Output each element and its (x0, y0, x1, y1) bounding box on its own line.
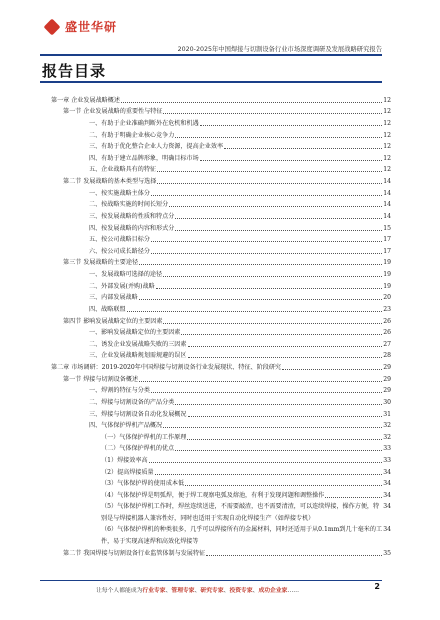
toc-entry-text: （5）气体保护焊机工作时，焊丝连续送进，不需要敲渣，也不需要清渣，可以连续焊接，操作方便，特别是与焊接机器人兼容性好，同时也适用于实现自动化焊接生产（如焊接专机） (101, 502, 380, 522)
toc-leader-dots (169, 206, 382, 207)
toc-entry-text: 二、焊接与切割设备的产品分类 (89, 398, 175, 406)
report-title: 2020-2025年中国焊接与切割设备行业市场深度调研及发展战略研究报告 (177, 46, 382, 53)
toc-page-number: 29 (383, 387, 391, 395)
toc-entry[interactable] (45, 501, 391, 524)
toc-entry[interactable] (45, 175, 391, 187)
toc-page-number: 26 (383, 329, 391, 337)
toc-entry[interactable] (45, 141, 391, 153)
toc-page-number: 29 (383, 375, 391, 383)
toc-entry-text: 二、诱发企业发展战略失败的三因素 (89, 340, 187, 348)
footer-prefix: 让每个人都能成为 (96, 588, 143, 594)
toc-leader-dots (163, 427, 382, 428)
footer-highlight: 管理专家 (171, 588, 195, 594)
toc-page-number: 12 (383, 154, 391, 162)
toc-leader-dots (224, 148, 382, 149)
toc-page-number: 12 (383, 131, 391, 139)
toc-leader-dots (200, 160, 383, 161)
toc-leader-dots (163, 276, 382, 277)
toc-entry[interactable] (45, 292, 391, 304)
toc-entry-text: 第二章 市场调研：2019-2020年中国焊接与切割设备行业发展现状、特征、阶段研究 (51, 364, 282, 371)
toc-entry[interactable] (45, 408, 391, 420)
footer-slogan (96, 585, 299, 594)
toc-entry-text: 一、焊割的特征与分类 (89, 387, 150, 395)
footer-suffix: …… (287, 588, 300, 594)
toc-entry-text: 四、按发展战略的内容和形式分 (89, 224, 175, 232)
toc-leader-dots (121, 102, 382, 103)
toc-entry-text: 四、有助于建立品牌形象，明确目标市场 (89, 154, 199, 162)
logo-heart-icon (44, 19, 62, 35)
toc-page-number: 12 (383, 166, 391, 174)
toc-page-number: 31 (383, 410, 391, 418)
toc-page-number: 14 (383, 212, 391, 220)
toc-entry[interactable] (45, 152, 391, 164)
footer-highlight: 行业专家 (142, 588, 166, 594)
toc-entry-text: 一、发展战略可选择的途径 (89, 271, 163, 278)
toc-page-number: 29 (383, 364, 391, 371)
toc-page-number: 34 (383, 526, 391, 534)
toc-entry[interactable] (45, 315, 391, 327)
table-of-contents (45, 94, 391, 559)
toc-entry-text: 四、气体保护焊机产品概况 (89, 422, 163, 430)
toc-leader-dots (206, 555, 382, 556)
toc-page-number: 33 (383, 445, 391, 453)
toc-leader-dots (151, 195, 382, 196)
toc-leader-dots (282, 369, 382, 370)
footer-highlight: 成功企业家 (258, 588, 288, 594)
toc-entry[interactable] (45, 280, 391, 292)
footer-separator: 、 (252, 588, 259, 594)
toc-leader-dots (175, 230, 382, 231)
toc-leader-dots (175, 450, 382, 451)
toc-leader-dots (151, 241, 382, 242)
toc-leader-dots (188, 346, 383, 347)
toc-entry-text: 第三节 发展战略的主要途径 (63, 259, 139, 267)
toc-leader-dots (175, 137, 382, 138)
toc-leader-dots (151, 253, 382, 254)
toc-leader-dots (155, 474, 383, 475)
toc-entry[interactable] (45, 234, 391, 246)
toc-entry-text: 六、按公司成长路径分 (89, 247, 150, 255)
toc-entry-text: 第一节 企业发展战略的重要性与特征 (63, 108, 163, 116)
toc-page-number: 34 (383, 480, 391, 488)
toc-entry-text: 三、企业发展战略规划需规避的误区 (89, 352, 187, 360)
company-logo (44, 18, 117, 35)
toc-page-number: 12 (383, 108, 391, 116)
toc-heading-divider (40, 81, 382, 83)
toc-entry-text: 第一章 企业发展战略概述 (51, 96, 120, 104)
toc-page-number: 19 (383, 282, 391, 290)
toc-leader-dots (175, 404, 382, 405)
footer-separator: 、 (223, 588, 230, 594)
toc-page-number: 15 (383, 224, 391, 232)
toc-entry[interactable] (45, 466, 391, 478)
toc-entry-text: 五、企业战略具有的特征 (89, 166, 157, 174)
toc-page-number: 23 (383, 305, 391, 313)
toc-entry[interactable] (45, 350, 391, 362)
toc-entry[interactable] (45, 454, 391, 466)
toc-entry[interactable] (45, 489, 391, 501)
page-number: 2 (374, 582, 380, 591)
toc-leader-dots (188, 357, 383, 358)
toc-leader-dots (157, 171, 382, 172)
toc-entry[interactable] (45, 443, 391, 455)
toc-leader-dots (325, 497, 382, 498)
toc-entry-text: （2）提高焊接质量 (101, 468, 154, 476)
toc-leader-dots (127, 311, 383, 312)
toc-page-number: 28 (383, 352, 391, 360)
toc-page-number: 34 (383, 491, 391, 499)
footer-highlight: 研究专家 (200, 588, 224, 594)
toc-page-number: 32 (383, 433, 391, 441)
toc-page-number: 34 (383, 468, 391, 476)
toc-entry[interactable] (45, 431, 391, 443)
toc-leader-dots (156, 288, 383, 289)
footer-divider (40, 580, 382, 581)
toc-leader-dots (185, 485, 382, 486)
toc-page-number: 30 (383, 398, 391, 406)
toc-entry-text: 二、按战略实施的时间长短分 (89, 201, 169, 209)
toc-page-number: 27 (383, 340, 391, 348)
toc-entry[interactable] (45, 385, 391, 397)
toc-leader-dots (175, 218, 382, 219)
toc-page-number: 19 (383, 259, 391, 267)
toc-entry[interactable] (45, 164, 391, 176)
toc-entry[interactable] (45, 222, 391, 234)
toc-entry-text: 三、按发展战略的性质和特点分 (89, 212, 175, 220)
toc-entry[interactable] (45, 338, 391, 350)
toc-entry[interactable] (45, 129, 391, 141)
toc-entry-text: 四、战略联盟 (89, 305, 126, 313)
toc-page-number: 35 (383, 550, 391, 558)
toc-entry-text: 一、影响发展战略定位的主要因素 (89, 329, 181, 337)
toc-entry[interactable] (45, 478, 391, 490)
toc-leader-dots (139, 381, 382, 382)
toc-entry-text: （二）气体保护焊机的优点 (101, 445, 175, 453)
toc-leader-dots (157, 183, 382, 184)
toc-leader-dots (139, 264, 382, 265)
toc-page-number: 34 (383, 502, 391, 510)
toc-entry[interactable] (45, 268, 391, 280)
toc-entry-text: 五、按公司战略目标分 (89, 236, 150, 244)
toc-entry-text: （1）焊接效率高 (101, 457, 148, 464)
toc-entry-text: 第一节 焊接与切割设备概述 (63, 375, 139, 383)
toc-page-number: 14 (383, 178, 391, 185)
toc-entry-text: 一、按实施战略主体分 (89, 189, 150, 197)
toc-entry-text: （3）气体保护焊的使用成本低 (101, 480, 185, 488)
toc-entry-text: 一、有助于企业准确判断外在危机和机遇 (89, 119, 199, 127)
footer-separator: 、 (194, 588, 201, 594)
toc-entry-text: （一）气体保护焊机的工作原理 (101, 433, 187, 441)
toc-entry[interactable] (45, 117, 391, 129)
toc-entry[interactable] (45, 257, 391, 269)
toc-entry-text: 二、外部发展(并购)战略 (89, 282, 155, 290)
toc-entry[interactable] (45, 396, 391, 408)
toc-leader-dots (181, 334, 382, 335)
toc-entry[interactable] (45, 547, 391, 559)
toc-entry[interactable] (45, 106, 391, 118)
logo-text: 盛世华研 (65, 20, 118, 34)
toc-entry[interactable] (45, 245, 391, 257)
toc-page-number: 32 (383, 422, 391, 430)
toc-page-number: 26 (383, 317, 391, 325)
footer-highlight: 投资专家 (229, 588, 253, 594)
toc-entry[interactable] (45, 303, 391, 315)
toc-entry-text: 第二节 我国焊接与切割设备行业监管体制与发展特征 (63, 550, 206, 558)
toc-heading: 报告目录 (42, 62, 107, 80)
toc-leader-dots (200, 125, 383, 126)
toc-page-number: 20 (383, 294, 391, 302)
toc-entry[interactable] (45, 524, 391, 547)
toc-page-number: 14 (383, 201, 391, 209)
header-divider (40, 54, 382, 56)
toc-entry[interactable] (45, 187, 391, 199)
toc-entry[interactable] (45, 199, 391, 211)
toc-page-number: 12 (383, 96, 391, 104)
toc-page-number: 33 (383, 457, 391, 464)
toc-entry[interactable] (45, 361, 391, 373)
toc-entry-text: （4）气体保护焊是明弧焊，便于焊工观察电弧及熔池，有利于发现问题和调整操作 (101, 491, 325, 499)
toc-page-number: 14 (383, 189, 391, 197)
toc-page-number: 12 (383, 143, 391, 151)
toc-leader-dots (163, 113, 382, 114)
toc-entry-text: 三、焊接与切割设备自动化发展概况 (89, 410, 187, 418)
toc-entry-text: 三、有助于优化整合企业人力资源，提高企业效率 (89, 143, 224, 151)
toc-entry[interactable] (45, 94, 391, 106)
toc-entry-text: 二、有助于明确企业核心竞争力 (89, 131, 175, 139)
toc-leader-dots (188, 416, 383, 417)
toc-entry-text: 第四节 影响发展战略定位的主要因素 (63, 317, 163, 325)
toc-entry[interactable] (45, 210, 391, 222)
toc-entry-text: 三、内部发展战略 (89, 294, 138, 302)
toc-entry-text: 第二节 发展战略的基本类型与选择 (63, 178, 157, 185)
toc-entry-text: （6）气体保护焊机的种类很多，几乎可以焊接所有的金属材料，同时还适用于从0.1mm到几十毫米的工件，易于实现高速焊和高效化焊接等 (101, 526, 383, 545)
toc-entry[interactable] (45, 420, 391, 432)
toc-leader-dots (139, 299, 382, 300)
toc-page-number: 19 (383, 271, 391, 278)
toc-leader-dots (187, 439, 382, 440)
toc-entry[interactable] (45, 327, 391, 339)
toc-leader-dots (149, 462, 383, 463)
toc-entry[interactable] (45, 373, 391, 385)
toc-page-number: 12 (383, 119, 391, 127)
footer-separator: 、 (165, 588, 172, 594)
toc-leader-dots (151, 392, 382, 393)
toc-page-number: 17 (383, 236, 391, 244)
toc-page-number: 17 (383, 247, 391, 255)
toc-leader-dots (163, 323, 382, 324)
